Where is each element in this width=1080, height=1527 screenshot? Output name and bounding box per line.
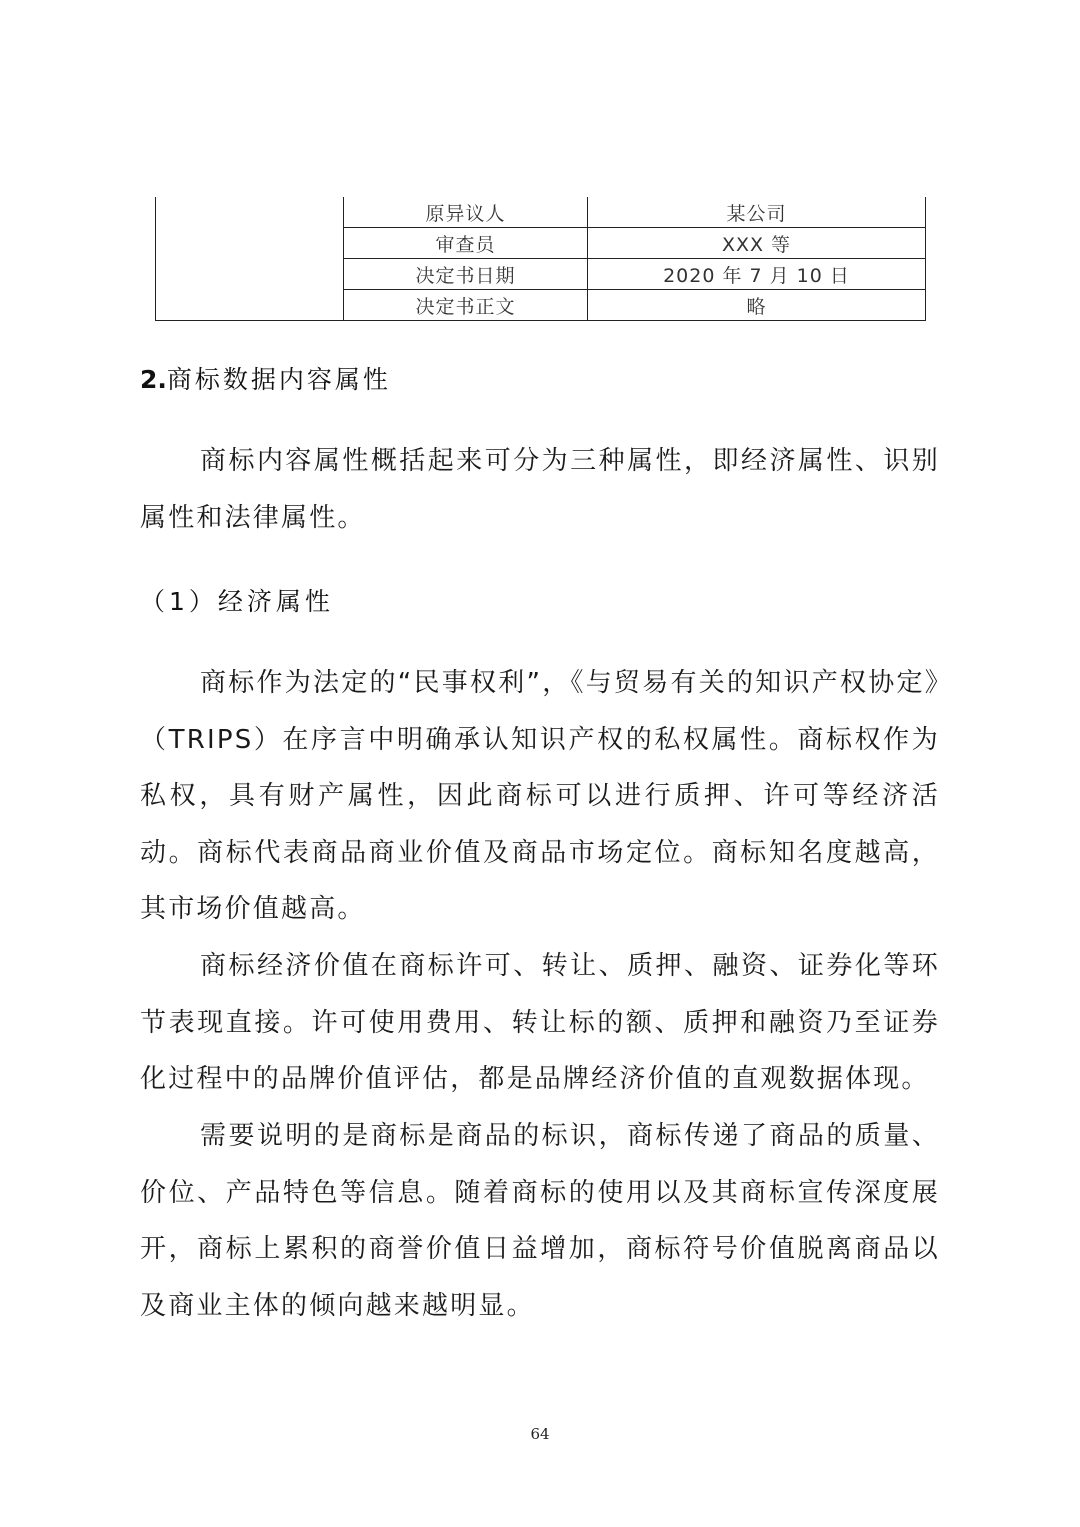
table-value-cell: 某公司 [588,197,926,228]
table-row [156,197,926,228]
section-title: 商标数据内容属性 [166,365,391,394]
table-label-cell: 审查员 [344,228,588,259]
table-blank-cell [156,197,344,321]
body-paragraph: 需要说明的是商标是商品的标识，商标传递了商品的质量、价位、产品特色等信息。随着商标的使用以及其商标宣传深度展开，商标上累积的商誉价值日益增加，商标符号价值脱离商品以及商业主体的倾向越来越明显。 [140,1121,940,1321]
page-number: 64 [530,1425,550,1443]
section-number: 2. [140,365,167,394]
decision-info-table [155,197,926,321]
table-label-cell: 决定书正文 [344,290,588,321]
body-paragraph: 商标经济价值在商标许可、转让、质押、融资、证券化等环节表现直接。许可使用费用、转让标的额、质押和融资乃至证券化过程中的品牌价值评估，都是品牌经济价值的直观数据体现。 [140,951,940,1094]
intro-paragraph: 商标内容属性概括起来可分为三种属性，即经济属性、识别属性和法律属性。 [140,446,940,533]
table-value-cell: 略 [588,290,926,321]
section-heading [140,360,391,396]
subsection-heading: （1）经济属性 [140,587,334,616]
table-value-cell: XXX 等 [588,228,926,259]
table-value-cell: 2020 年 7 月 10 日 [588,259,926,290]
table-label-cell: 原异议人 [344,197,588,228]
table-label-cell: 决定书日期 [344,259,588,290]
body-paragraph: 商标作为法定的“民事权利”，《与贸易有关的知识产权协定》（TRIPS）在序言中明确承认知识产权的私权属性。商标权作为私权，具有财产属性，因此商标可以进行质押、许可等经济活动。商标代表商品商业价值及商品市场定位。商标知名度越高，其市场价值越高。 [140,668,940,924]
